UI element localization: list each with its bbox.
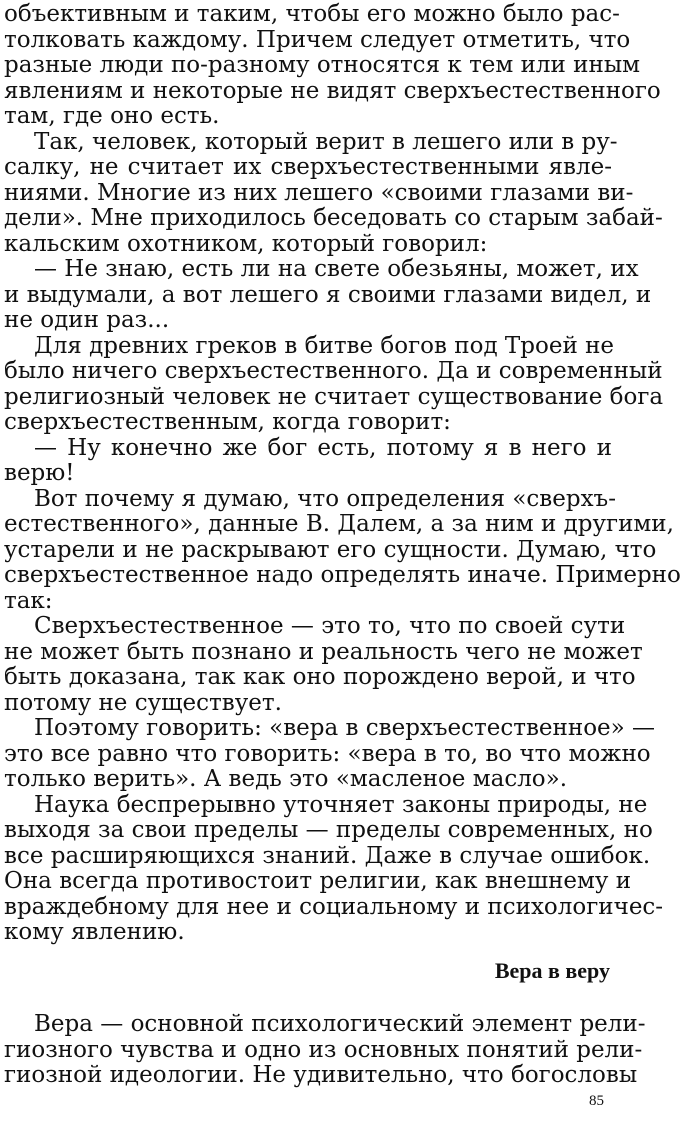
paragraph: [4, 332, 664, 436]
text-line: кальским охотником, который говорил:: [4, 230, 488, 257]
paragraph: [4, 485, 681, 615]
text-line: сверхъестественное надо определять иначе. Примерно: [4, 562, 681, 588]
text-line: выходя за свои пределы — пределы современных, но: [4, 817, 653, 843]
paragraph: [4, 791, 664, 946]
text-line: и выдумали, а вот лешего я своими глазами видел, и: [4, 281, 652, 308]
page-number: 85: [589, 1093, 604, 1109]
text-line: естественного», данные В. Далем, а за ним и другими,: [4, 511, 674, 537]
text-line: так:: [4, 587, 53, 614]
text-line: разные люди по-разному относятся к тем или иным: [4, 52, 641, 78]
paragraph: [4, 715, 656, 793]
paragraph: [4, 128, 663, 258]
text-line: Сверхъестественное — это то, что по своей сути: [34, 613, 626, 639]
text-line: гиозного чувства и одно из основных понятий рели-: [4, 1036, 643, 1063]
text-line: Поэтому говорить: «вера в сверхъестественное» —: [34, 715, 656, 741]
text-line: там, где оно есть.: [4, 103, 220, 129]
text-line: дели». Мне приходилось беседовать со старым забай-: [4, 205, 663, 231]
text-line: кому явлению.: [4, 919, 185, 945]
paragraph: [4, 256, 652, 334]
text-line: сверхъестественным, когда говорит:: [4, 409, 451, 435]
text-line: явлениям и некоторые не видят сверхъестественного: [4, 77, 661, 104]
page-body: [4, 1, 681, 946]
paragraph: [4, 436, 612, 487]
text-line: потому не существует.: [4, 689, 282, 716]
text-line: салку, не считает их сверхъестественными явле-: [4, 154, 612, 180]
text-line: гиозной идеологии. Не удивительно, что богословы: [4, 1062, 638, 1088]
paragraph: [4, 1, 661, 130]
text-line: верю!: [4, 460, 75, 486]
text-line: враждебному для нее и социальному и психологичес-: [4, 893, 664, 920]
text-line: устарели и не раскрывают его сущности. Думаю, что: [4, 536, 657, 563]
text-line: толковать каждому. Причем следует отметить, что: [4, 26, 631, 53]
section-body: [4, 1011, 646, 1089]
text-line: Вот почему я думаю, что определения «сверхъ-: [34, 485, 616, 512]
text-line: религиозный человек не считает существование бога: [4, 383, 664, 410]
text-line: Вера — основной психологический элемент рели-: [34, 1011, 646, 1037]
text-line: — Ну конечно же бог есть, потому я в него и: [34, 434, 612, 461]
text-line: это все равно что говорить: «вера в то, во что можно: [4, 740, 651, 767]
paragraph: [4, 613, 643, 716]
text-line: — Не знаю, есть ли на свете обезьяны, может, их: [34, 256, 639, 282]
text-line: быть доказана, так как оно порождено верой, и что: [4, 664, 636, 690]
text-line: Она всегда противостоит религии, как внешнему и: [4, 868, 632, 894]
text-line: ниями. Многие из них лешего «своими глазами ви-: [4, 179, 634, 206]
text-line: не один раз...: [4, 307, 170, 333]
text-line: было ничего сверхъестественного. Да и современный: [4, 358, 663, 384]
text-line: не может быть познано и реальность чего не может: [4, 638, 643, 665]
text-line: все расширяющихся знаний. Даже в случае ошибок.: [4, 842, 651, 869]
text-line: Так, человек, который верит в лешего или в ру-: [34, 128, 618, 155]
text-line: объективным и таким, чтобы его можно было рас-: [4, 1, 620, 27]
text-line: Наука беспрерывно уточняет законы природы, не: [34, 791, 648, 818]
text-line: Для древних греков в битве богов под Троей не: [34, 332, 615, 359]
text-line: только верить». А ведь это «масленое масло».: [4, 766, 568, 792]
section-heading: Вера в веру: [494, 958, 610, 983]
